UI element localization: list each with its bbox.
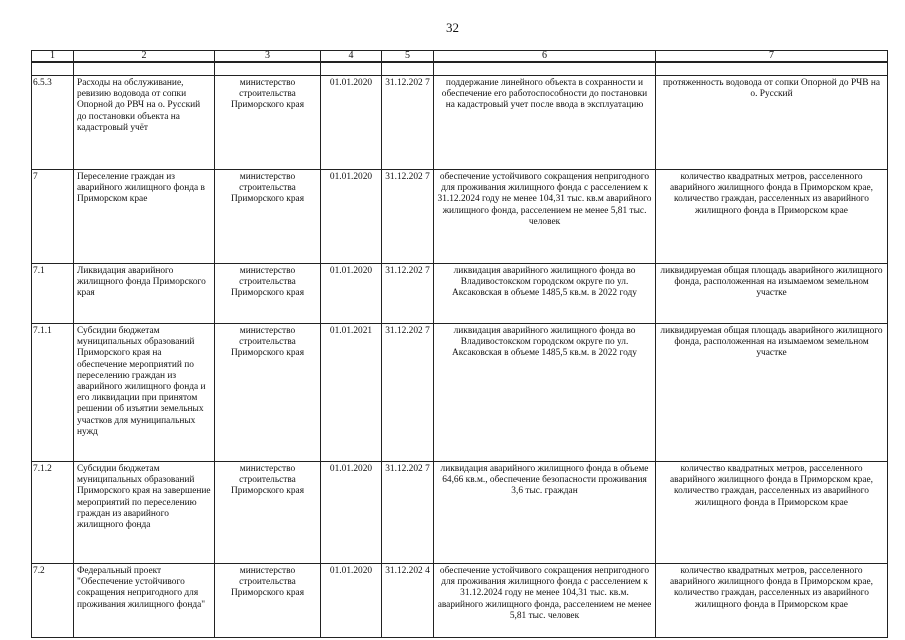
column-number-row <box>32 51 888 63</box>
end-date: 31.12.202 7 <box>382 170 434 264</box>
program-table <box>31 50 888 638</box>
expected-result: обеспечение устойчивого сокращения непригодного для проживания жилищного фонда с расселением к 31.12.2024 году не менее 104,31 тыс. кв.м аварийного жилищного фонда, расселением не менее 5,81 тыс. человек <box>434 170 656 264</box>
expected-result: ликвидация аварийного жилищного фонда в объеме 64,66 кв.м., обеспечение безопасности проживания 3,6 тыс. граждан <box>434 462 656 564</box>
indicator: ликвидируемая общая площадь аварийного жилищного фонда, расположенная на изымаемом земельном участке <box>656 324 888 462</box>
expected-result: поддержание линейного объекта в сохранности и обеспечение его работоспособности до постановки на кадастровый учет после ввода в эксплуатацию <box>434 76 656 170</box>
activity-name: Субсидии бюджетам муниципальных образований Приморского края на завершение мероприятий по переселению граждан из аварийного жилищного фонда <box>74 462 215 564</box>
activity-name: Субсидии бюджетам муниципальных образований Приморского края на обеспечение мероприятий по переселению граждан из аварийного жилищного фонда и его ликвидации при принятом решении об изъятии земельных участков для муниципальных нужд <box>74 324 215 462</box>
executor: министерство строительства Приморского края <box>215 324 321 462</box>
end-date: 31.12.202 4 <box>382 564 434 638</box>
start-date: 01.01.2020 <box>321 76 382 170</box>
row-number: 7.1.2 <box>32 462 74 564</box>
row-number: 7 <box>32 170 74 264</box>
executor: министерство строительства Приморского края <box>215 170 321 264</box>
row-number: 7.2 <box>32 564 74 638</box>
activity-name: Расходы на обслуживание, ревизию водовода от сопки Опорной до РВЧ на о. Русский до постановки объекта на кадастровый учёт <box>74 76 215 170</box>
end-date: 31.12.202 7 <box>382 264 434 324</box>
column-number: 5 <box>382 51 434 63</box>
column-number: 7 <box>656 51 888 63</box>
end-date: 31.12.202 7 <box>382 462 434 564</box>
start-date: 01.01.2020 <box>321 170 382 264</box>
expected-result: ликвидация аварийного жилищного фонда во Владивостокском городском округе по ул. Аксаковская в объеме 1485,5 кв.м. в 2022 году <box>434 324 656 462</box>
column-number: 1 <box>32 51 74 63</box>
row-number: 7.1 <box>32 264 74 324</box>
executor: министерство строительства Приморского края <box>215 76 321 170</box>
table-row <box>32 170 888 264</box>
table-row <box>32 462 888 564</box>
table-row <box>32 264 888 324</box>
start-date: 01.01.2020 <box>321 264 382 324</box>
column-number: 6 <box>434 51 656 63</box>
table-row <box>32 76 888 170</box>
executor: министерство строительства Приморского края <box>215 564 321 638</box>
end-date: 31.12.202 7 <box>382 76 434 170</box>
indicator: протяженность водовода от сопки Опорной до РЧВ на о. Русский <box>656 76 888 170</box>
expected-result: ликвидация аварийного жилищного фонда во Владивостокском городском округе по ул. Аксаковская в объеме 1485,5 кв.м. в 2022 году <box>434 264 656 324</box>
row-number: 7.1.1 <box>32 324 74 462</box>
column-number: 3 <box>215 51 321 63</box>
indicator: количество квадратных метров, расселенного аварийного жилищного фонда в Приморском крае, количество граждан, расселенных из аварийного жилищного фонда в Приморском крае <box>656 564 888 638</box>
indicator: ликвидируемая общая площадь аварийного жилищного фонда, расположенная на изымаемом земельном участке <box>656 264 888 324</box>
activity-name: Переселение граждан из аварийного жилищного фонда в Приморском крае <box>74 170 215 264</box>
activity-name: Федеральный проект "Обеспечение устойчивого сокращения непригодного для проживания жилищного фонда" <box>74 564 215 638</box>
page-number: 32 <box>446 20 459 35</box>
expected-result: обеспечение устойчивого сокращения непригодного для проживания жилищного фонда с расселением к 31.12.2024 году не менее 104,31 тыс. кв.м. аварийного жилищного фонда, расселением не менее 5,81 тыс. человек <box>434 564 656 638</box>
executor: министерство строительства Приморского края <box>215 462 321 564</box>
start-date: 01.01.2020 <box>321 564 382 638</box>
activity-name: Ликвидация аварийного жилищного фонда Приморского края <box>74 264 215 324</box>
table-row <box>32 324 888 462</box>
column-number: 2 <box>74 51 215 63</box>
start-date: 01.01.2020 <box>321 462 382 564</box>
header-spacer <box>32 62 888 76</box>
row-number: 6.5.3 <box>32 76 74 170</box>
executor: министерство строительства Приморского края <box>215 264 321 324</box>
indicator: количество квадратных метров, расселенного аварийного жилищного фонда в Приморском крае, количество граждан, расселенных из аварийного жилищного фонда в Приморском крае <box>656 462 888 564</box>
indicator: количество квадратных метров, расселенного аварийного жилищного фонда в Приморском крае, количество граждан, расселенных из аварийного жилищного фонда в Приморском крае <box>656 170 888 264</box>
end-date: 31.12.202 7 <box>382 324 434 462</box>
table-row <box>32 564 888 638</box>
column-number: 4 <box>321 51 382 63</box>
start-date: 01.01.2021 <box>321 324 382 462</box>
